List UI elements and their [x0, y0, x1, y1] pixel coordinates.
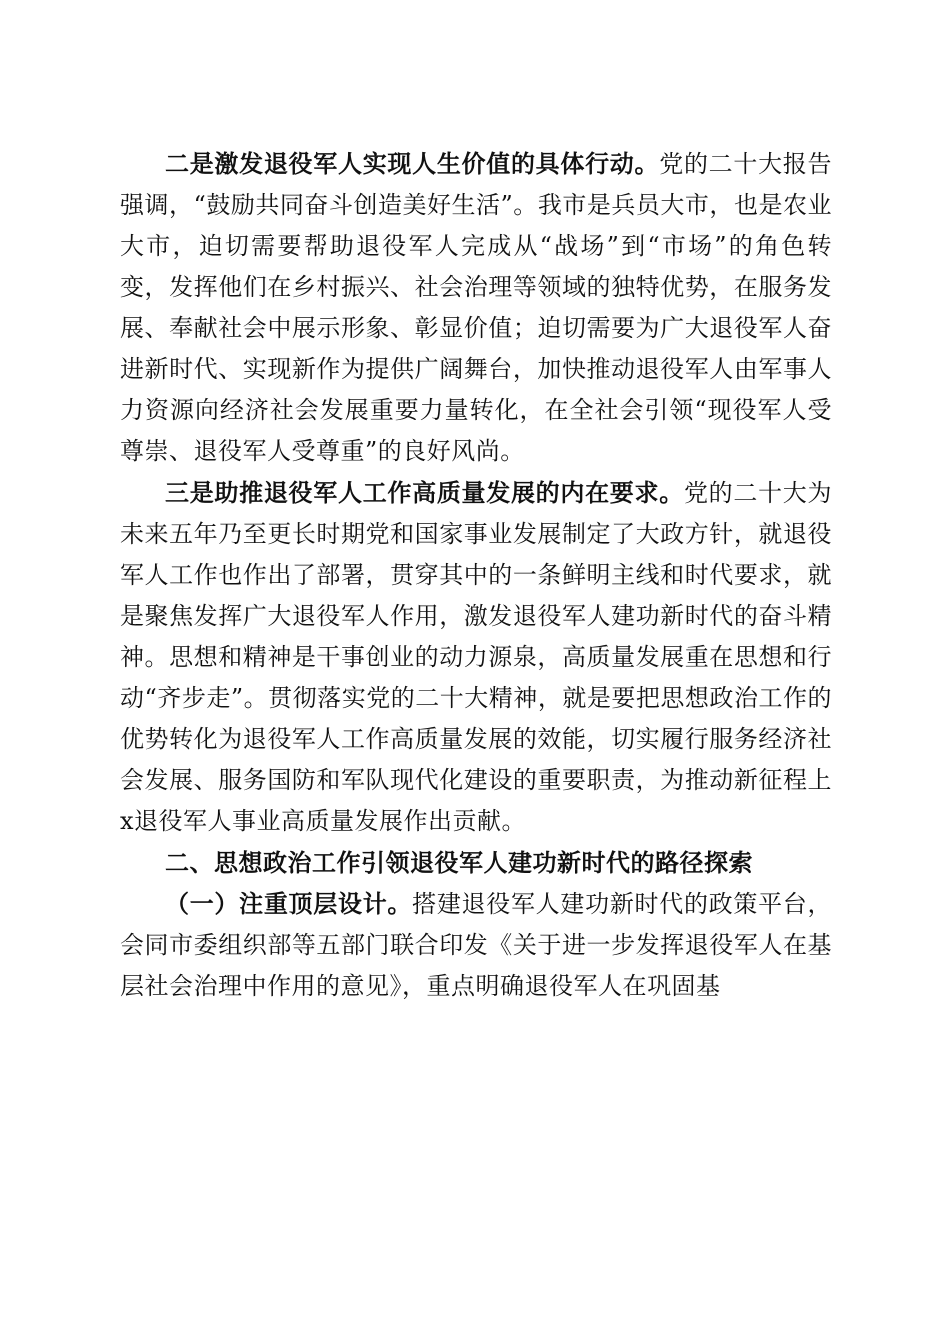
paragraph-text: 搭建退役军人建功新时代的政策平台，会同市委组织部等五部门联合印发《关于进一步发挥退役军人在基层社会治理中作用的意见》，重点明确退役军人在巩固基 — [120, 890, 833, 1000]
paragraph-text: 党的二十大报告强调，“鼓励共同奋斗创造美好生活”。我市是兵员大市，也是农业大市，迫切需要帮助退役军人完成从“战场”到“市场”的角色转变，发挥他们在乡村振兴、社会治理等领域的独特优势，在服务发展、奉献社会中展示形象、彰显价值；迫切需要为广大退役军人奋进新时代、实现新作为提供广阔舞台，加快推动退役军人由军事人力资源向经济社会发展重要力量转化，在全社会引领“现役军人受尊崇、退役军人受尊重”的良好风尚。 — [120, 150, 833, 465]
subsection-lead: （一）注重顶层设计。 — [165, 889, 413, 918]
paragraph-lead: 三是助推退役军人工作高质量发展的内在要求。 — [165, 478, 684, 507]
document-body — [120, 143, 832, 1007]
paragraph-lead: 二是激发退役军人实现人生价值的具体行动。 — [165, 149, 660, 178]
paragraph-top-level-design — [120, 883, 832, 1007]
section-heading: 二、思想政治工作引领退役军人建功新时代的路径探索 — [165, 848, 753, 877]
paragraph-high-quality-development — [120, 472, 832, 842]
paragraph-text: 党的二十大为未来五年乃至更长时期党和国家事业发展制定了大政方针，就退役军人工作也作出了部署，贯穿其中的一条鲜明主线和时代要求，就是聚焦发挥广大退役军人作用，激发退役军人建功新时代的奋斗精神。思想和精神是干事创业的动力源泉，高质量发展重在思想和行动“齐步走”。贯彻落实党的二十大精神，就是要把思想政治工作的优势转化为退役军人工作高质量发展的效能，切实履行服务经济社会发展、服务国防和军队现代化建设的重要职责，为推动新征程上x退役军人事业高质量发展作出贡献。 — [120, 479, 833, 835]
paragraph-value-realization — [120, 143, 832, 472]
